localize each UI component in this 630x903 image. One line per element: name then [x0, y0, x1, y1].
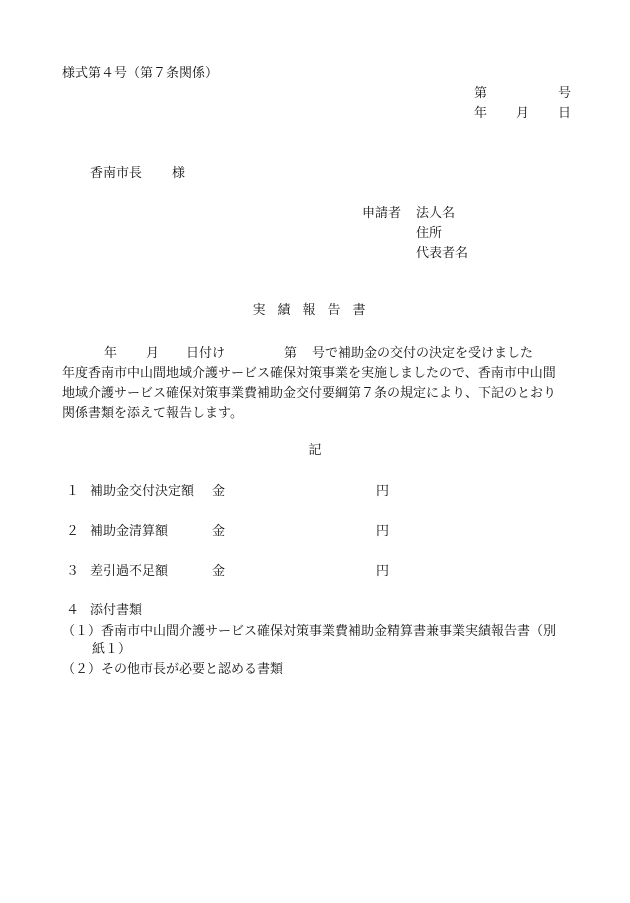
item-2-label: 補助金清算額 [90, 524, 169, 539]
representative-label: 代表者名 [416, 246, 469, 261]
form-number-label: 様式第４号（第７条関係） [62, 66, 219, 81]
document-number-prefix: 第 [474, 86, 488, 101]
attachments-heading: 添付書類 [90, 603, 143, 618]
applicant-label: 申請者 [362, 206, 402, 221]
item-2-number: ２ [66, 524, 80, 539]
addressee-honorific: 様 [172, 166, 186, 181]
document-number-suffix: 号 [558, 86, 572, 101]
item-3-kin: 金 [212, 564, 226, 579]
attachment-1-line2: 紙１） [92, 642, 132, 657]
date-month-label: 月 [516, 106, 530, 121]
item-2-kin: 金 [212, 524, 226, 539]
body-line1-text: 号で補助金の交付の決定を受けました [312, 346, 534, 361]
body-date-label: 日付け [186, 346, 226, 361]
addressee-name: 香南市長 [90, 166, 143, 181]
body-line2-text: 年度香南市中山間地域介護サービス確保対策事業を実施しましたので、香南市中山間 [62, 366, 556, 381]
attachment-1-line1: （１）香南市中山間介護サービス確保対策事業費補助金精算書兼事業実績報告書（別 [62, 624, 557, 639]
item-1-number: １ [66, 484, 80, 499]
item-1-label: 補助金交付決定額 [90, 484, 195, 499]
item-3-label: 差引過不足額 [90, 564, 169, 579]
address-label: 住所 [416, 226, 443, 241]
item-2-yen: 円 [376, 524, 390, 539]
date-day-label: 日 [558, 106, 572, 121]
body-month-label: 月 [146, 346, 160, 361]
date-year-label: 年 [474, 106, 488, 121]
item-3-yen: 円 [376, 564, 390, 579]
body-number-prefix: 第 [284, 346, 298, 361]
body-line4-text: 関係書類を添えて報告します。 [62, 406, 243, 421]
document-title: 実績報告書 [252, 303, 378, 318]
body-year-label: 年 [104, 346, 118, 361]
item-1-yen: 円 [376, 484, 390, 499]
body-line3-text: 地域介護サービス確保対策事業費補助金交付要綱第７条の規定により、下記のとおり [62, 386, 557, 401]
attachment-2: （２）その他市長が必要と認める書類 [62, 662, 284, 677]
attachments-number: ４ [66, 603, 80, 618]
corp-name-label: 法人名 [416, 206, 456, 221]
item-3-number: ３ [66, 564, 80, 579]
ki-heading: 記 [308, 443, 322, 458]
item-1-kin: 金 [212, 484, 226, 499]
